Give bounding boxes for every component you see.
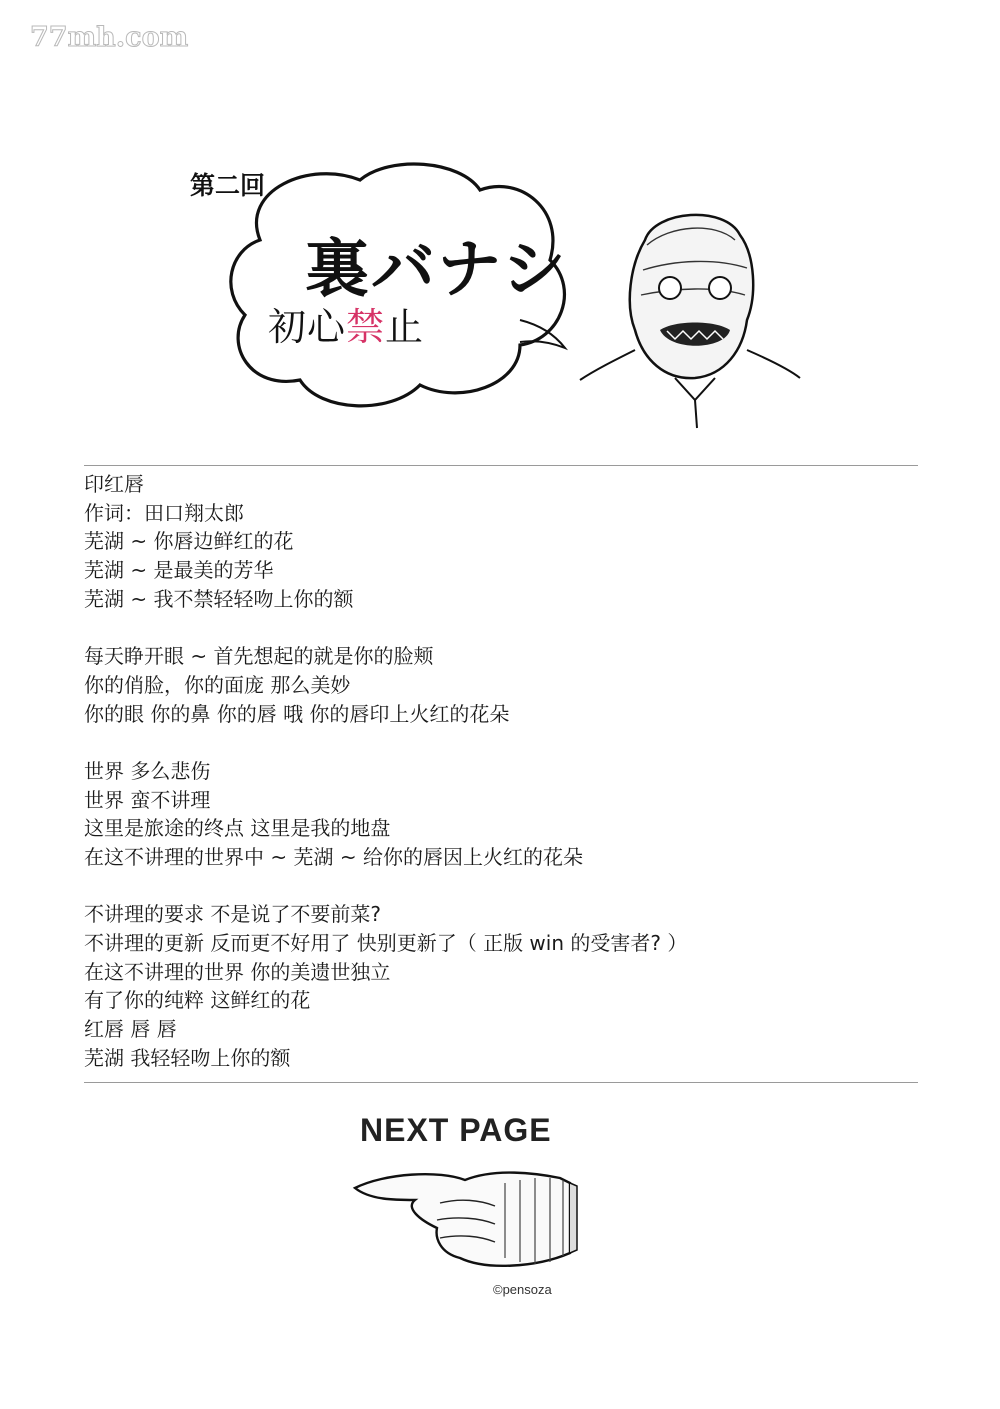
lyric-line: 芜湖 ~ 我不禁轻轻吻上你的额 xyxy=(84,586,354,611)
lyric-blank-line xyxy=(84,728,914,757)
lyric-line: 每天睁开眼 ~ 首先想起的就是你的脸颊 xyxy=(84,644,434,669)
artist-credit: ©pensoza xyxy=(493,1282,552,1297)
title-main: 裏バナシ xyxy=(305,232,568,307)
site-watermark: 77mh.com xyxy=(30,22,189,53)
lyric-line: 你的眼 你的鼻 你的唇 哦 你的唇印上火红的花朵 xyxy=(84,701,510,726)
pointing-hand-icon[interactable] xyxy=(345,1158,580,1273)
title-sub-part-a: 初心 xyxy=(268,305,347,349)
divider-top xyxy=(84,465,918,466)
lyrics-block xyxy=(84,470,914,1072)
chapter-label: 第二回 xyxy=(190,171,266,200)
lyric-line: 不讲理的要求 不是说了不要前菜? xyxy=(84,902,381,927)
divider-bottom xyxy=(84,1082,918,1083)
title-sub-part-b: 止 xyxy=(385,305,425,349)
lyric-line: 芜湖 ~ 是最美的芳华 xyxy=(84,558,274,583)
lyric-line: 芜湖 我轻轻吻上你的额 xyxy=(84,1045,291,1070)
lyric-line: 在这不讲理的世界 你的美遗世独立 xyxy=(84,959,391,984)
title-sub xyxy=(268,296,424,351)
lyric-line: 不讲理的更新 反而更不好用了 快别更新了（ 正版 win 的受害者? ） xyxy=(84,931,688,955)
title-sub-kin: 禁 xyxy=(346,305,386,349)
zombie-face-illustration xyxy=(575,200,805,430)
lyric-blank-line xyxy=(84,872,914,901)
lyric-line: 在这不讲理的世界中 ~ 芜湖 ~ 给你的唇因上火红的花朵 xyxy=(84,844,583,869)
lyric-line: 印红唇 xyxy=(84,472,144,496)
next-page-label[interactable]: NEXT PAGE xyxy=(360,1112,552,1148)
lyric-line: 世界 多么悲伤 xyxy=(84,758,211,783)
lyric-line: 这里是旅途的终点 这里是我的地盘 xyxy=(84,816,391,841)
lyric-line: 红唇 唇 唇 xyxy=(84,1017,177,1042)
lyric-blank-line xyxy=(84,613,914,642)
lyric-line: 你的俏脸，你的面庞 那么美妙 xyxy=(84,672,351,697)
lyric-line: 芜湖 ~ 你唇边鲜红的花 xyxy=(84,529,294,554)
lyric-line: 世界 蛮不讲理 xyxy=(84,787,211,812)
lyric-line: 有了你的纯粹 这鲜红的花 xyxy=(84,988,311,1013)
lyric-line: 作词：田口翔太郎 xyxy=(84,500,244,525)
